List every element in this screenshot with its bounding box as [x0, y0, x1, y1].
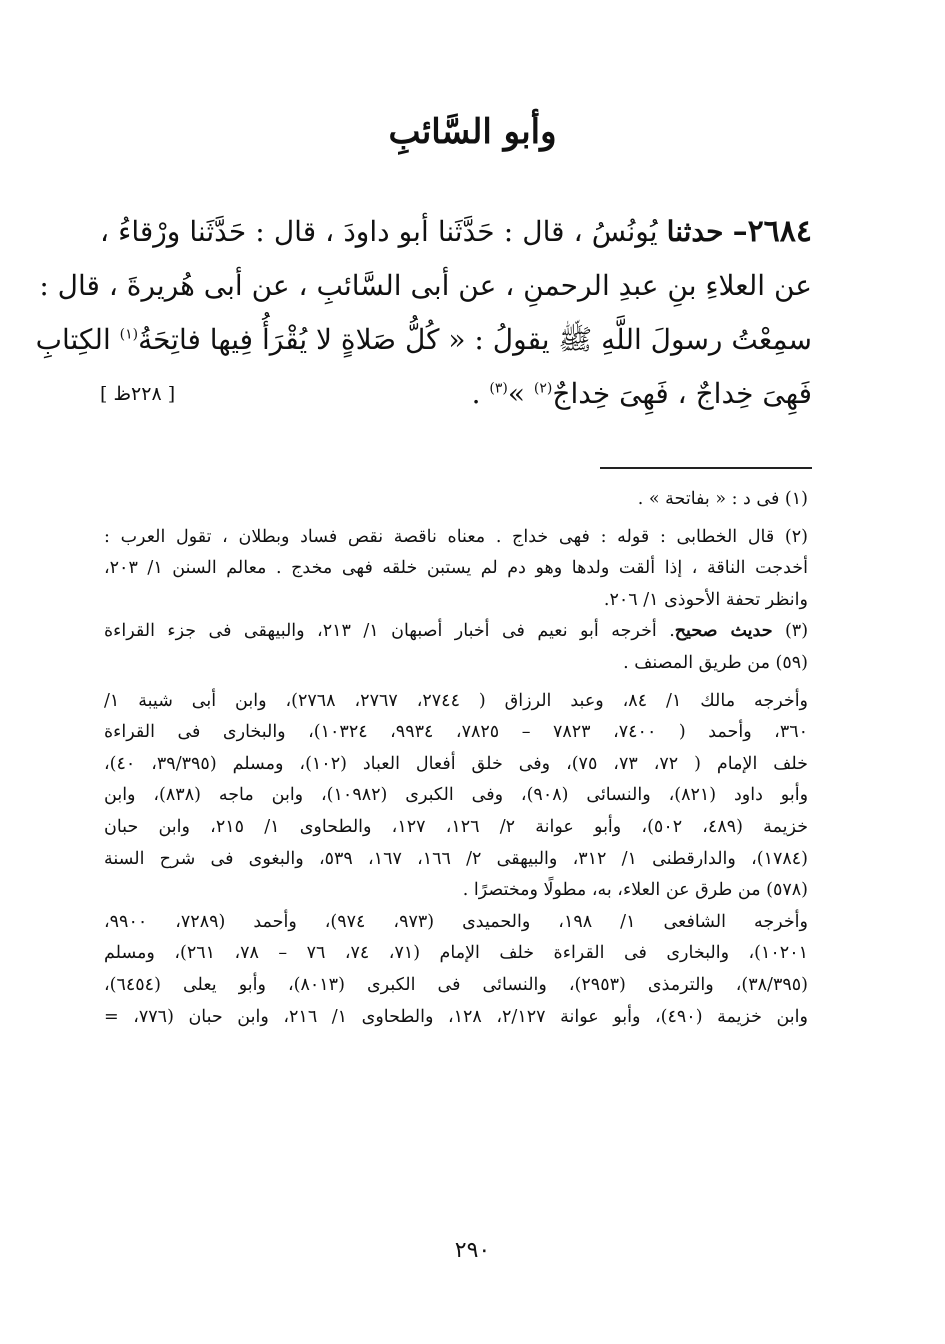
footnote-2-line-2: أخدجت الناقة ، إذا ألقت ولدها وهو دم لم يستبن خلقه فهى مخدج . معالم السنن ١/ ٢٠٣،: [104, 558, 808, 579]
footnote-marker-3: (٣): [489, 380, 508, 397]
takhrij-2-line-3: (٣٨/٣٩٥)، والترمذى (٢٩٥٣)، والنسائى فى الكبرى (٨٠١٣)، وأبو يعلى (٦٤٥٤)،: [104, 974, 808, 995]
footnote-3-line-1-text: . أخرجه أبو نعيم فى أخبار أصبهان ١/ ٢١٣، والبيهقى فى جزء القراءة: [104, 621, 675, 642]
hadith-line-3-text-a: سمِعْتُ رسولَ اللَّهِ ﷺ يقولُ : « كُلُّ صَلاةٍ لا يُقْرَأُ فِيها فاتِحَةُ: [138, 323, 812, 356]
footnote-3-grade: حديث صحيح: [674, 621, 773, 642]
takhrij-2-line-4: وابن خزيمة (٤٩٠)، وأبو عوانة ٢/١٢٧، ١٢٨، والطحاوى ١/ ٢١٦، وابن حبان (٧٧٦، =: [104, 1006, 808, 1027]
hadith-line-4-close: »: [507, 377, 534, 410]
footnote-marker-1: (١): [119, 326, 139, 343]
hadith-line-1: [100, 205, 812, 259]
hadith-line-3: [35, 313, 812, 367]
footnote-2-line-3: وانظر تحفة الأحوذى ١/ ٢٠٦.: [603, 589, 808, 610]
takhrij-1-line-1: وأخرجه مالك ١/ ٨٤، وعبد الرزاق ( ٢٧٤٤، ٢٧٦٧، ٢٧٦٨)، وابن أبى شيبة ١/: [104, 690, 808, 711]
hadith-line-3-text-b: الكِتابِ: [35, 323, 120, 356]
hadith-number: ٢٦٨٤–: [732, 214, 813, 249]
takhrij-1-line-7: (٥٧٨) من طرق عن العلاء، به، مطولًا ومختصرًا .: [462, 880, 808, 901]
takhrij-1-line-2: ٣٦٠، وأحمد ( ٧٤٠٠، ٧٨٢٣ – ٧٨٢٥، ٩٩٣٤، ١٠٣٢٤)، والبخارى فى القراءة: [104, 722, 808, 743]
manuscript-reference: [ ٢٢٨ظ ]: [100, 383, 176, 405]
footnotes: [104, 484, 808, 1033]
hadith-line-4-text: فَهِىَ خِداجٌ ، فَهِىَ خِداجٌ: [552, 377, 812, 410]
takhrij-2-line-2: ١٠٢٠١)، والبخارى فى القراءة خلف الإمام (٧١، ٧٤، ٧٦ – ٧٨، ٢٦١)، ومسلم: [104, 943, 808, 964]
takhrij-1-line-4: وأبو داود (٨٢١)، والنسائى (٩٠٨)، وفى الكبرى (١٠٩٨٢)، وابن ماجه (٨٣٨)، وابن: [104, 785, 808, 806]
footnote-separator: [600, 467, 812, 469]
takhrij-1-line-3: خلف الإمام ( ٧٢، ٧٣، ٧٥)، وفى خلق أفعال العباد (١٠٢)، ومسلم (٣٩/٣٩٥، ٤٠)،: [104, 753, 808, 774]
section-heading: وأبو السَّائبِ: [388, 112, 557, 152]
footnote-3-line-2: (٥٩) من طريق المصنف .: [623, 652, 808, 673]
hadith-line-4: [100, 367, 812, 421]
footnote-marker-2: (٢): [533, 380, 553, 397]
hadith-line-4-end: .: [471, 377, 490, 410]
footnote-3-line-1: [104, 616, 808, 648]
page-number: ٢٩٠: [454, 1238, 491, 1263]
footnote-3-number: (٣): [772, 621, 808, 642]
hadith-line-1-text: يُونُسُ ، قال : حَدَّثَنا أبو داودَ ، قال : حَدَّثَنا ورْقاءُ ،: [100, 215, 658, 248]
takhrij-1-line-5: خزيمة (٤٨٩، ٥٠٢)، وأبو عوانة ٢/ ١٢٦، ١٢٧، والطحاوى ١/ ٢١٥، وابن حبان: [104, 816, 808, 837]
hadith-line-2: عن العلاءِ بنِ عبدِ الرحمنِ ، عن أبى السَّائبِ ، عن أبى هُريرةَ ، قال :: [39, 269, 812, 302]
footnote-1: (١) فى د : « بفاتحة » .: [637, 489, 808, 509]
hadith-lead-word: حدثنا: [666, 215, 724, 248]
takhrij-2-line-1: وأخرجه الشافعى ١/ ١٩٨، والحميدى (٩٧٣، ٩٧٤)، وأحمد (٧٢٨٩، ٩٩٠٠،: [104, 911, 808, 932]
footnote-2-line-1: (٢) قال الخطابى : قوله : فهى خداج . معناه ناقصة نقص فساد وبطلان ، تقول العرب :: [104, 526, 808, 547]
hadith-text: [35, 205, 813, 421]
takhrij-1-line-6: (١٧٨٤)، والدارقطنى ١/ ٣١٢، والبيهقى ٢/ ١٦٦، ١٦٧، ٥٣٩، والبغوى فى شرح السنة: [104, 848, 808, 869]
